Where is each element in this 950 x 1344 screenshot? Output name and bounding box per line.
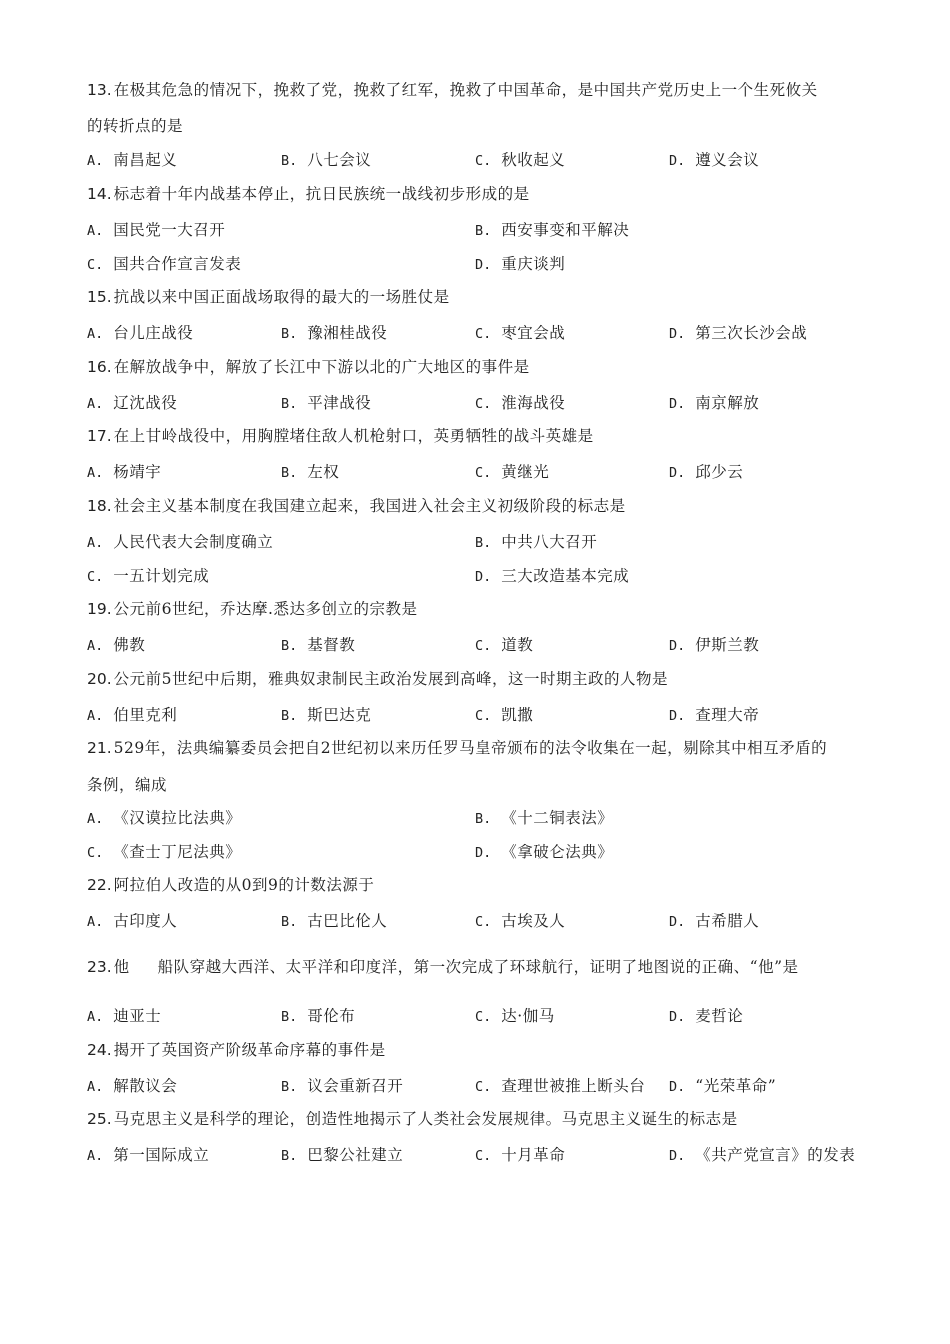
option-text: 国民党一大召开 <box>113 221 226 239</box>
option-a[interactable] <box>87 1075 177 1098</box>
question-number: 24. <box>87 1041 112 1059</box>
option-text: 辽沈战役 <box>113 394 178 412</box>
question-text: 社会主义基本制度在我国建立起来，我国进入社会主义初级阶段的标志是 <box>113 497 626 515</box>
option-letter: D. <box>669 708 686 724</box>
question-text: 马克思主义是科学的理论，创造性地揭示了人类社会发展规律。马克思主义诞生的标志是 <box>113 1110 738 1128</box>
option-text: 《查士丁尼法典》 <box>113 843 242 861</box>
option-b[interactable] <box>281 1005 355 1028</box>
option-text: 第三次长沙会战 <box>695 324 808 342</box>
option-d[interactable] <box>475 565 629 588</box>
option-c[interactable] <box>475 704 533 727</box>
option-b[interactable] <box>281 1075 403 1098</box>
option-letter: C. <box>475 396 492 412</box>
question-number: 21. <box>87 739 112 757</box>
question-number: 20. <box>87 670 112 688</box>
option-text: 巴黎公社建立 <box>307 1146 404 1164</box>
option-a[interactable] <box>87 392 177 415</box>
question-stem <box>87 956 877 978</box>
option-text: 古印度人 <box>113 912 178 930</box>
option-a[interactable] <box>87 807 241 830</box>
option-d[interactable] <box>669 910 759 933</box>
option-letter: D. <box>669 914 686 930</box>
option-letter: A. <box>87 1148 104 1164</box>
option-letter: A. <box>87 223 104 239</box>
option-letter: B. <box>475 811 492 827</box>
option-text: 道教 <box>501 636 534 654</box>
question-stem <box>87 356 877 378</box>
option-text: 达·伽马 <box>501 1007 555 1025</box>
question-text: 揭开了英国资产阶级革命序幕的事件是 <box>113 1041 386 1059</box>
question-stem <box>87 1039 877 1061</box>
question-stem <box>87 495 877 517</box>
question-24 <box>87 1039 877 1095</box>
option-text: 八七会议 <box>307 151 372 169</box>
option-a[interactable] <box>87 461 161 484</box>
question-number: 22. <box>87 876 112 894</box>
option-text: 一五计划完成 <box>113 567 210 585</box>
option-letter: D. <box>669 326 686 342</box>
option-letter: D. <box>669 465 686 481</box>
option-letter: C. <box>475 638 492 654</box>
option-letter: B. <box>281 1079 298 1095</box>
option-letter: C. <box>475 1148 492 1164</box>
question-number: 18. <box>87 497 112 515</box>
option-text: 麦哲论 <box>695 1007 744 1025</box>
question-text-continued: 条例，编成 <box>87 776 168 794</box>
option-d[interactable] <box>669 634 759 657</box>
option-d[interactable] <box>669 392 759 415</box>
option-text: 重庆谈判 <box>501 255 566 273</box>
option-text: 伯里克利 <box>113 706 178 724</box>
question-stem <box>87 737 877 759</box>
option-b[interactable] <box>281 322 387 345</box>
question-stem <box>87 1108 877 1130</box>
option-text: 三大改造基本完成 <box>501 567 630 585</box>
option-text: 人民代表大会制度确立 <box>113 533 274 551</box>
option-d[interactable] <box>475 253 565 276</box>
option-text: 迪亚士 <box>113 1007 162 1025</box>
option-text: 古巴比伦人 <box>307 912 388 930</box>
question-number: 25. <box>87 1110 112 1128</box>
option-letter: C. <box>87 569 104 585</box>
option-text: 豫湘桂战役 <box>307 324 388 342</box>
option-letter: C. <box>475 326 492 342</box>
option-letter: B. <box>281 1148 298 1164</box>
option-text: 中共八大召开 <box>501 533 598 551</box>
option-text: 黄继光 <box>501 463 550 481</box>
option-b[interactable] <box>475 531 597 554</box>
option-b[interactable] <box>281 392 371 415</box>
question-text-pre: 他 <box>113 958 130 976</box>
question-17 <box>87 425 877 481</box>
option-d[interactable] <box>669 1144 855 1167</box>
option-text: 《汉谟拉比法典》 <box>113 809 242 827</box>
option-c[interactable] <box>475 461 549 484</box>
option-letter: A. <box>87 396 104 412</box>
option-letter: D. <box>475 845 492 861</box>
option-letter: B. <box>475 223 492 239</box>
option-c[interactable] <box>475 1075 645 1098</box>
option-letter: C. <box>475 914 492 930</box>
option-d[interactable] <box>475 841 613 864</box>
option-letter: B. <box>281 638 298 654</box>
option-text: 《共产党宣言》的发表 <box>695 1146 856 1164</box>
option-d[interactable] <box>669 1075 776 1098</box>
option-c[interactable] <box>87 841 241 864</box>
question-20 <box>87 668 877 724</box>
option-letter: B. <box>281 708 298 724</box>
option-a[interactable] <box>87 1144 209 1167</box>
option-letter: B. <box>281 396 298 412</box>
option-a[interactable] <box>87 219 225 242</box>
option-d[interactable] <box>669 1005 743 1028</box>
option-letter: B. <box>281 153 298 169</box>
question-text: 公元前5世纪中后期，雅典奴隶制民主政治发展到高峰，这一时期主政的人物是 <box>113 670 669 688</box>
option-c[interactable] <box>87 253 241 276</box>
option-text: 西安事变和平解决 <box>501 221 630 239</box>
option-letter: D. <box>669 1148 686 1164</box>
option-text: “光荣革命” <box>695 1077 777 1095</box>
option-c[interactable] <box>475 322 565 345</box>
option-text: 解散议会 <box>113 1077 178 1095</box>
option-a[interactable] <box>87 634 145 657</box>
option-text: 秋收起义 <box>501 151 566 169</box>
option-letter: B. <box>475 535 492 551</box>
option-letter: A. <box>87 153 104 169</box>
question-number: 23. <box>87 958 112 976</box>
option-letter: A. <box>87 914 104 930</box>
option-b[interactable] <box>281 910 387 933</box>
option-letter: C. <box>475 1009 492 1025</box>
option-letter: D. <box>669 153 686 169</box>
option-b[interactable] <box>281 704 371 727</box>
option-letter: C. <box>87 257 104 273</box>
option-text: 古埃及人 <box>501 912 566 930</box>
option-c[interactable] <box>475 392 565 415</box>
option-c[interactable] <box>475 1144 565 1167</box>
question-14 <box>87 183 877 273</box>
question-text-post: 船队穿越大西洋、太平洋和印度洋，第一次完成了环球航行，证明了地图说的正确、“他”是 <box>157 958 799 976</box>
option-letter: D. <box>669 396 686 412</box>
option-letter: B. <box>281 914 298 930</box>
option-a[interactable] <box>87 704 177 727</box>
option-d[interactable] <box>669 461 743 484</box>
option-text: 古希腊人 <box>695 912 760 930</box>
option-letter: C. <box>475 153 492 169</box>
option-d[interactable] <box>669 704 759 727</box>
option-text: 斯巴达克 <box>307 706 372 724</box>
option-text: 查理大帝 <box>695 706 760 724</box>
option-b[interactable] <box>281 634 355 657</box>
option-text: 杨靖宇 <box>113 463 162 481</box>
option-text: 凯撒 <box>501 706 534 724</box>
question-stem <box>87 183 877 205</box>
option-text: 《十二铜表法》 <box>501 809 614 827</box>
question-text: 在极其危急的情况下，挽救了党，挽救了红军，挽救了中国革命，是中国共产党历史上一个生死攸关 <box>113 81 818 99</box>
option-b[interactable] <box>281 1144 403 1167</box>
question-21 <box>87 737 877 861</box>
option-letter: A. <box>87 535 104 551</box>
question-15 <box>87 286 877 342</box>
option-letter: D. <box>475 569 492 585</box>
question-text: 在上甘岭战役中，用胸膛堵住敌人机枪射口，英勇牺牲的战斗英雄是 <box>113 427 594 445</box>
question-stem <box>87 598 877 620</box>
option-text: 邱少云 <box>695 463 744 481</box>
question-stem <box>87 668 877 690</box>
option-letter: A. <box>87 326 104 342</box>
option-text: 议会重新召开 <box>307 1077 404 1095</box>
option-text: 遵义会议 <box>695 151 760 169</box>
question-stem <box>87 425 877 447</box>
option-d[interactable] <box>669 149 759 172</box>
question-text: 529年，法典编纂委员会把自2世纪初以来历任罗马皇帝颁布的法令收集在一起，剔除其中相互矛盾的 <box>113 739 828 757</box>
option-letter: C. <box>87 845 104 861</box>
option-text: 平津战役 <box>307 394 372 412</box>
question-18 <box>87 495 877 585</box>
question-number: 16. <box>87 358 112 376</box>
question-stem <box>87 286 877 308</box>
option-letter: D. <box>669 1079 686 1095</box>
question-text: 公元前6世纪，乔达摩.悉达多创立的宗教是 <box>113 600 418 618</box>
option-a[interactable] <box>87 322 193 345</box>
option-letter: B. <box>281 326 298 342</box>
option-letter: A. <box>87 465 104 481</box>
question-stem <box>87 79 877 101</box>
option-b[interactable] <box>475 807 613 830</box>
option-a[interactable] <box>87 1005 161 1028</box>
option-letter: D. <box>669 638 686 654</box>
option-text: 第一国际成立 <box>113 1146 210 1164</box>
option-letter: B. <box>281 465 298 481</box>
option-c[interactable] <box>475 149 565 172</box>
question-stem <box>87 874 877 896</box>
option-letter: D. <box>669 1009 686 1025</box>
question-text: 标志着十年内战基本停止，抗日民族统一战线初步形成的是 <box>113 185 530 203</box>
option-text: 南京解放 <box>695 394 760 412</box>
question-number: 19. <box>87 600 112 618</box>
option-text: 台儿庄战役 <box>113 324 194 342</box>
option-text: 伊斯兰教 <box>695 636 760 654</box>
question-22 <box>87 874 877 930</box>
option-c[interactable] <box>87 565 209 588</box>
option-text: 查理世被推上断头台 <box>501 1077 646 1095</box>
question-16 <box>87 356 877 412</box>
option-letter: D. <box>475 257 492 273</box>
question-23 <box>87 956 877 1025</box>
option-text: 佛教 <box>113 636 146 654</box>
option-b[interactable] <box>281 461 339 484</box>
question-number: 17. <box>87 427 112 445</box>
option-letter: C. <box>475 708 492 724</box>
option-a[interactable] <box>87 531 273 554</box>
option-b[interactable] <box>475 219 629 242</box>
question-text: 在解放战争中，解放了长江中下游以北的广大地区的事件是 <box>113 358 530 376</box>
option-text: 十月革命 <box>501 1146 566 1164</box>
option-letter: A. <box>87 708 104 724</box>
option-text: 基督教 <box>307 636 356 654</box>
option-letter: A. <box>87 811 104 827</box>
option-text: 枣宜会战 <box>501 324 566 342</box>
option-a[interactable] <box>87 910 177 933</box>
option-text: 南昌起义 <box>113 151 178 169</box>
option-a[interactable] <box>87 149 177 172</box>
option-letter: A. <box>87 638 104 654</box>
option-text: 《拿破仑法典》 <box>501 843 614 861</box>
option-letter: C. <box>475 1079 492 1095</box>
option-text: 国共合作宣言发表 <box>113 255 242 273</box>
question-text-continued: 的转折点的是 <box>87 117 184 135</box>
option-c[interactable] <box>475 910 565 933</box>
option-letter: A. <box>87 1009 104 1025</box>
option-c[interactable] <box>475 634 533 657</box>
question-13 <box>87 79 877 169</box>
question-number: 13. <box>87 81 112 99</box>
question-text: 抗战以来中国正面战场取得的最大的一场胜仗是 <box>113 288 450 306</box>
question-number: 15. <box>87 288 112 306</box>
option-b[interactable] <box>281 149 371 172</box>
question-number: 14. <box>87 185 112 203</box>
question-19 <box>87 598 877 654</box>
option-letter: B. <box>281 1009 298 1025</box>
option-text: 左权 <box>307 463 340 481</box>
option-d[interactable] <box>669 322 807 345</box>
option-c[interactable] <box>475 1005 555 1028</box>
option-text: 淮海战役 <box>501 394 566 412</box>
question-25 <box>87 1108 877 1164</box>
option-text: 哥伦布 <box>307 1007 356 1025</box>
option-letter: A. <box>87 1079 104 1095</box>
question-text: 阿拉伯人改造的从0到9的计数法源于 <box>113 876 375 894</box>
option-letter: C. <box>475 465 492 481</box>
